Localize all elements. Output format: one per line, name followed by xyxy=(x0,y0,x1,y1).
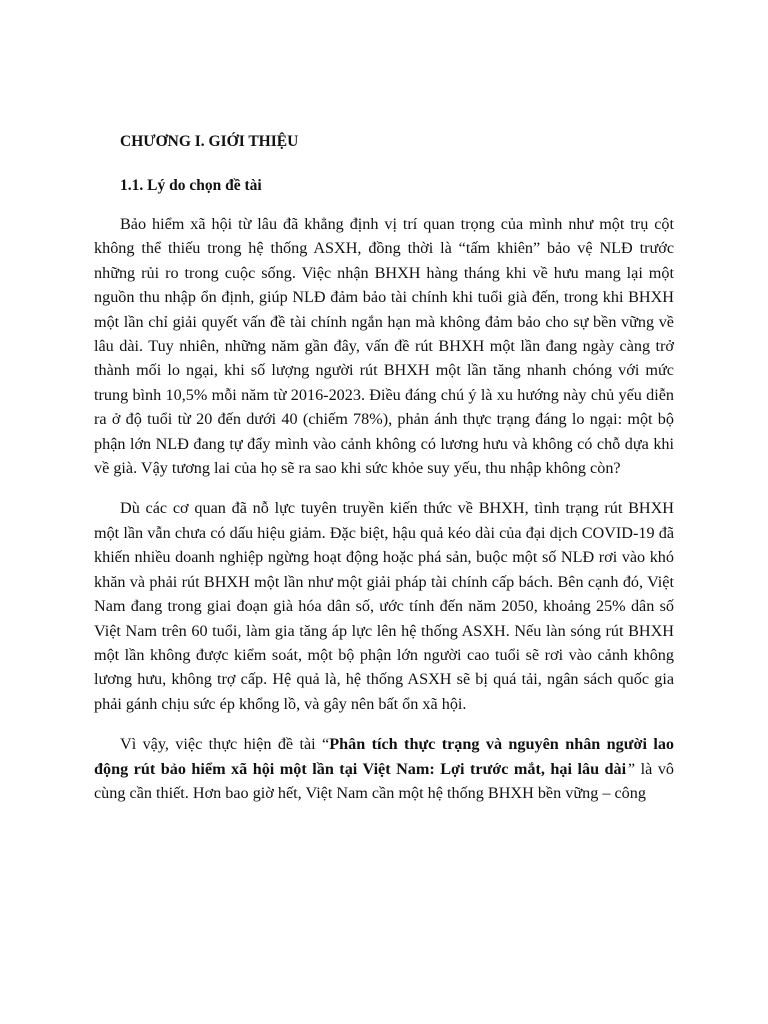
chapter-title: CHƯƠNG I. GIỚI THIỆU xyxy=(120,133,299,150)
paragraph-3 xyxy=(94,732,674,805)
paragraph-3-close-quote: ” xyxy=(626,759,636,778)
thesis-title: Phân tích thực trạng và nguyên nhân người lao động rút bảo hiểm xã hội một lần tại Việt Nam: Lợi trước mắt, hại lâu dài xyxy=(94,735,675,778)
paragraph-1: Bảo hiểm xã hội từ lâu đã khẳng định vị trí quan trọng của mình như một trụ cột không thể thiếu trong hệ thống ASXH, đồng thời là “tấm khiên” bảo vệ NLĐ trước những rủi ro trong cuộc sống. Việc nhận BHXH hàng tháng khi về hưu mang lại một nguồn thu nhập ổn định, giúp NLĐ đảm bảo tài chính khi tuổi già đến, trong khi BHXH một lần chỉ giải quyết vấn đề tài chính ngắn hạn mà không đảm bảo cho sự bền vững về lâu dài. Tuy nhiên, những năm gần đây, vấn đề rút BHXH một lần đang ngày càng trở thành mối lo ngại, khi số lượng người rút BHXH một lần tăng nhanh chóng với mức trung bình 10,5% mỗi năm từ 2016-2023. Điều đáng chú ý là xu hướng này chủ yếu diễn ra ở độ tuổi từ 20 đến dưới 40 (chiếm 78%), phản ánh thực trạng đáng lo ngại: một bộ phận lớn NLĐ đang tự đẩy mình vào cảnh không có lương hưu và không có chỗ dựa khi về già. Vậy tương lai của họ sẽ ra sao khi sức khỏe suy yếu, thu nhập không còn? xyxy=(94,215,674,478)
paragraph-3-lead: Vì vậy, việc thực hiện đề tài “ xyxy=(120,735,330,754)
section-title: 1.1. Lý do chọn đề tài xyxy=(120,177,262,194)
paragraph-2: Dù các cơ quan đã nỗ lực tuyên truyền kiến thức về BHXH, tình trạng rút BHXH một lần vẫn chưa có dấu hiệu giảm. Đặc biệt, hậu quả kéo dài của đại dịch COVID-19 đã khiến nhiều doanh nghiệp ngừng hoạt động hoặc phá sản, buộc một số NLĐ rơi vào khó khăn và phải rút BHXH một lần như một giải pháp tài chính cấp bách. Bên cạnh đó, Việt Nam đang trong giai đoạn già hóa dân số, ước tính đến năm 2050, khoảng 25% dân số Việt Nam trên 60 tuổi, làm gia tăng áp lực lên hệ thống ASXH. Nếu làn sóng rút BHXH một lần không được kiểm soát, một bộ phận lớn người cao tuổi sẽ rơi vào cảnh không lương hưu, không trợ cấp. Hệ quả là, hệ thống ASXH sẽ bị quá tải, ngân sách quốc gia phải gánh chịu sức ép khổng lồ, và gây nên bất ổn xã hội. xyxy=(94,499,674,713)
document-page xyxy=(94,130,674,821)
paragraph-3-tail: là vô cùng cần thiết. Hơn bao giờ hết, Việt Nam cần một hệ thống BHXH bền vững – công xyxy=(94,759,675,802)
